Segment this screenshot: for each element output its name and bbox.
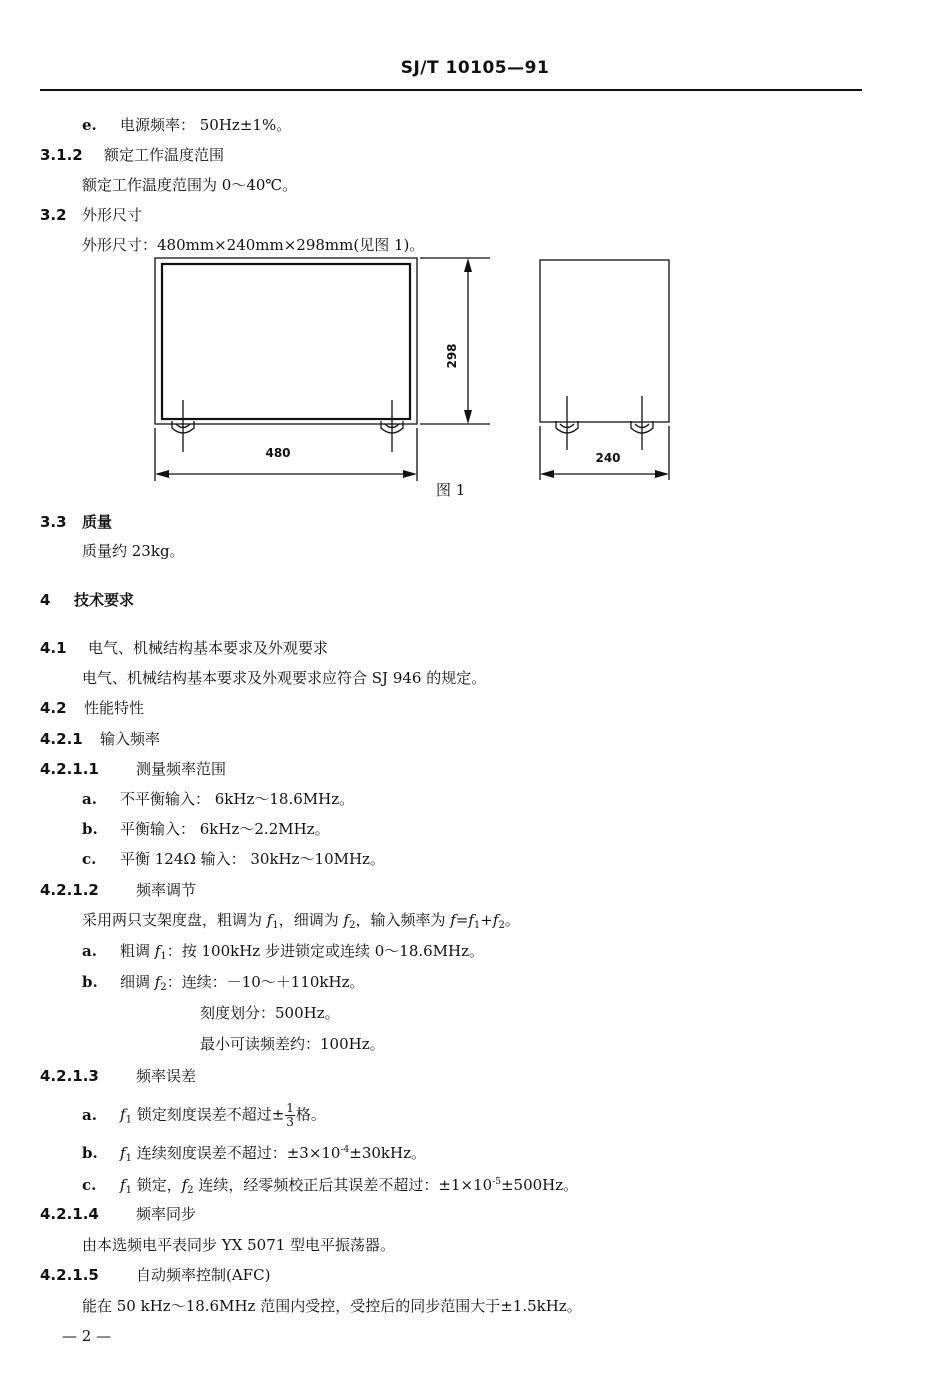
section-title: 输入频率 [100,730,161,748]
arrowhead [155,470,169,478]
front-left-foot [172,400,194,452]
front-right-foot [381,400,403,452]
section-title: 电气、机械结构基本要求及外观要求 [88,639,329,657]
symbol-f: f [120,1176,126,1194]
depth-dimension-label: 240 [595,451,621,465]
section-4-2-1-5-body: 能在 50 kHz～18.6MHz 范围内受控，受控后的同步范围大于±1.5kHz。 [82,1297,582,1315]
section-title: 性能特性 [84,699,145,717]
section-4-2-1-5-heading [40,1265,270,1285]
section-number: 4.2.1.2 [40,881,99,899]
section-number: 3.3 [40,513,67,531]
operator: + [480,911,493,929]
body-text: ，细调为 [278,911,344,929]
item-text: 粗调 [120,942,155,960]
side-right-foot [631,396,653,450]
section-title: 自动频率控制(AFC) [136,1266,271,1284]
section-4-2-1-3-heading [40,1066,196,1086]
item-c-zero-calibrated-error [82,1172,578,1201]
section-title: 质量 [82,513,113,531]
symbol-f: f [181,1176,188,1194]
section-4-2-1-2-heading [40,880,196,900]
item-text: 不平衡输入： 6kHz～18.6MHz。 [120,790,355,808]
body-text: 采用两只支架度盘，粗调为 [82,911,267,929]
section-number: 4.2.1 [40,730,83,748]
section-4-2-1-4-body: 由本选频电平表同步 YX 5071 型电平振荡器。 [82,1236,396,1254]
subscript: 1 [473,920,481,931]
item-text: 锁定刻度误差不超过± [131,1105,285,1124]
symbol-f: f [120,1105,126,1124]
item-a-unbalanced [82,789,354,809]
item-a-locked-error [82,1102,326,1131]
symbol-f: f [492,911,499,929]
symbol-f: f [154,942,161,960]
body-text: 。 [504,911,520,929]
subscript: 1 [125,1185,132,1196]
subscript: 1 [160,951,167,962]
item-b-scale: 刻度划分：500Hz。 [200,1004,340,1022]
item-mark: a. [82,790,97,808]
item-mark: e. [82,116,97,134]
subscript: 1 [272,920,279,931]
section-number: 4.1 [40,639,67,657]
subscript: 2 [160,982,167,993]
side-view-outline [540,260,669,422]
item-b-continuous-error [82,1140,426,1169]
section-number: 4 [40,591,51,609]
fraction-one-third [285,1102,295,1129]
item-mark: a. [82,942,97,960]
section-number: 4.2.1.3 [40,1067,99,1085]
item-text: 连续，经零频校正后其误差不超过：±1×10 [193,1176,493,1194]
figure-caption: 图 1 [436,481,466,499]
section-number: 4.2.1.4 [40,1205,99,1223]
height-dimension-label: 298 [445,343,459,369]
section-title: 额定工作温度范围 [104,146,225,164]
section-4-2-1-1-heading [40,759,226,779]
symbol-f: f [120,1144,126,1162]
item-mark: b. [82,973,98,991]
item-text: 锁定， [131,1176,182,1194]
section-title: 测量频率范围 [136,760,227,778]
subscript: 2 [498,920,505,931]
section-3-2-body: 外形尺寸：480mm×240mm×298mm(见图 1)。 [82,236,425,254]
item-mark: b. [82,1144,98,1162]
side-left-foot [556,396,578,450]
item-text: 连续刻度误差不超过：±3×10 [131,1144,341,1162]
item-text: ±30kHz。 [349,1144,426,1162]
item-text: 细调 [120,973,155,991]
item-text: 平衡 124Ω 输入： 30kHz～10MHz。 [120,850,385,868]
item-mark: c. [82,1176,97,1194]
item-c-balanced-124 [82,849,385,869]
arrowhead [464,258,472,272]
item-b-balanced [82,819,330,839]
front-view-outline [155,258,417,424]
section-number: 4.2 [40,699,67,717]
operator: = [455,911,469,929]
item-a-coarse [82,941,484,967]
section-4-2-heading [40,698,144,718]
exponent: -5 [492,1177,501,1187]
body-text: ，输入频率为 [355,911,451,929]
section-4-heading [40,590,134,610]
subscript: 1 [125,1153,132,1164]
symbol-f: f [154,973,161,991]
section-title: 频率误差 [136,1067,197,1085]
fraction-numerator: 1 [286,1101,294,1115]
section-title: 技术要求 [74,591,135,609]
arrowhead [655,470,669,478]
section-number: 4.2.1.1 [40,760,99,778]
section-title: 外形尺寸 [82,206,143,224]
exponent: -4 [340,1145,350,1155]
symbol-f: f [343,911,350,929]
item-b-fine [82,972,365,998]
arrowhead [403,470,417,478]
item-mark: b. [82,820,98,838]
item-text: 格。 [295,1105,326,1124]
section-4-2-1-2-body [82,910,520,936]
section-3-3-heading [40,512,112,532]
arrowhead [464,410,472,424]
item-text: 电源频率： 50Hz±1%。 [120,116,292,134]
section-4-1-heading [40,638,328,658]
section-4-1-body: 电气、机械结构基本要求及外观要求应符合 SJ 946 的规定。 [82,669,487,687]
front-view-panel [162,264,410,419]
section-3-1-2-body: 额定工作温度范围为 0～40℃。 [82,176,298,194]
width-dimension-label: 480 [265,446,291,460]
subscript: 2 [187,1185,194,1196]
symbol-f: f [266,911,273,929]
subscript: 2 [349,920,356,931]
fraction-denominator: 3 [286,1115,294,1129]
item-mark: a. [82,1105,97,1124]
item-mark: c. [82,850,97,868]
item-text: 平衡输入： 6kHz～2.2MHz。 [120,820,330,838]
page-number: — 2 — [62,1327,112,1345]
section-4-2-1-heading [40,729,160,749]
subscript: 1 [125,1114,132,1126]
document-code-header: SJ/T 10105—91 [400,58,550,78]
section-number: 3.2 [40,206,67,224]
arrowhead [540,470,554,478]
dimension-drawing [0,0,950,520]
symbol-f: f [450,911,456,929]
item-text: ：连续：－10～＋110kHz。 [166,973,365,991]
section-number: 4.2.1.5 [40,1266,99,1284]
section-number: 3.1.2 [40,146,83,164]
item-text: ：按 100kHz 步进锁定或连续 0～18.6MHz。 [166,942,485,960]
section-4-2-1-4-heading [40,1204,196,1224]
section-title: 频率调节 [136,881,197,899]
symbol-f: f [468,911,474,929]
section-3-3-body: 质量约 23kg。 [82,542,185,560]
section-title: 频率同步 [136,1205,197,1223]
item-text: ±500Hz。 [500,1176,579,1194]
item-b-min-readable: 最小可读频差约：100Hz。 [200,1035,385,1053]
